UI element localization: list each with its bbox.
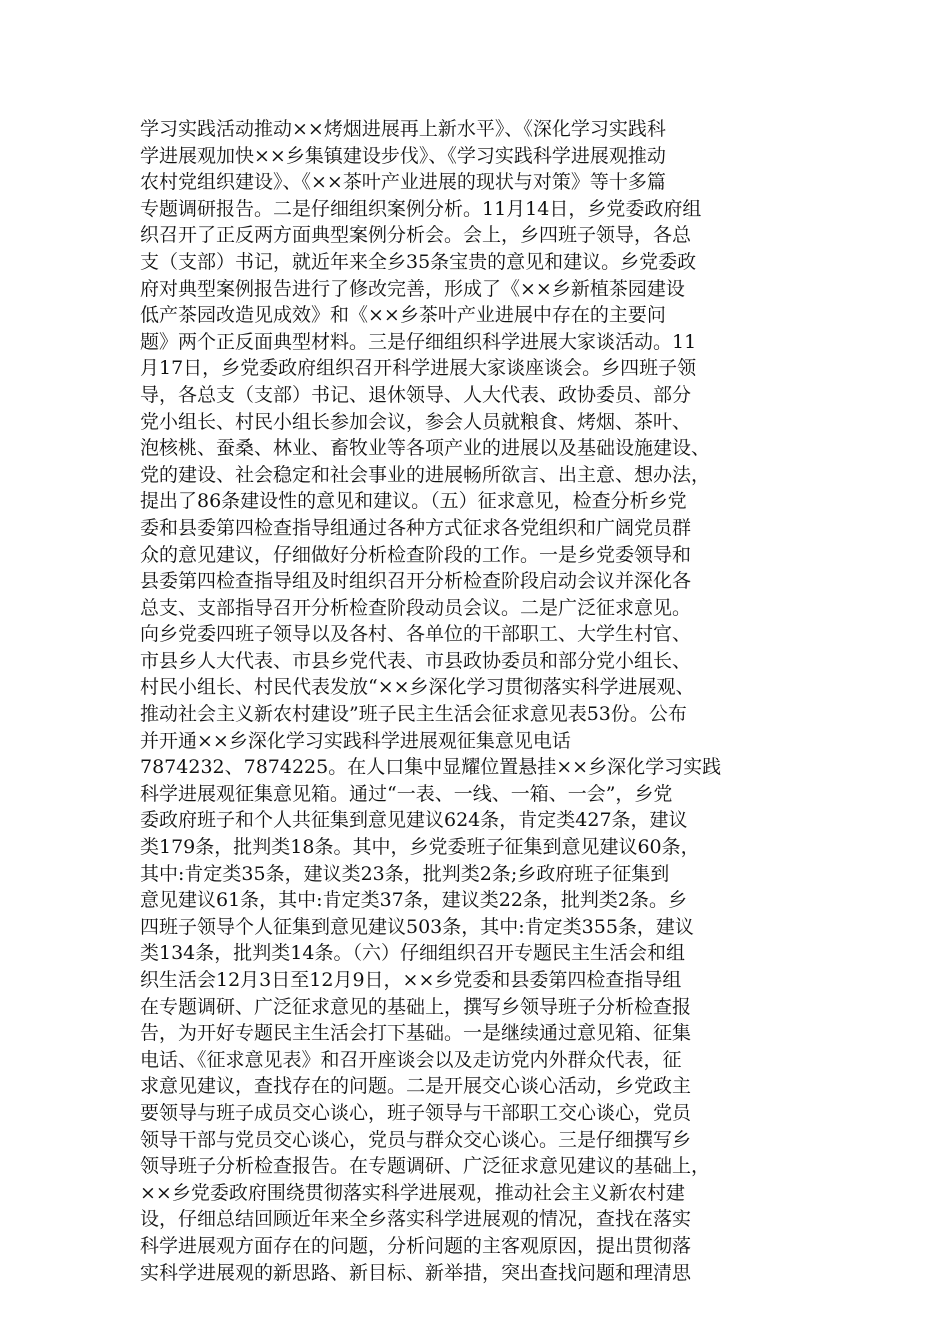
text-line: 电话、《征求意见表》和召开座谈会以及走访党内外群众代表，征 <box>140 1048 682 1071</box>
text-line: 农村党组织建设》、《××茶叶产业进展的现状与对策》等十多篇 <box>140 171 666 194</box>
text-line: 要领导与班子成员交心谈心，班子领导与干部职工交心谈心，党员 <box>140 1101 692 1124</box>
text-line: 其中:肯定类35条，建议类23条，批判类2条;乡政府班子征集到 <box>140 862 670 885</box>
text-line: 支（支部）书记，就近年来全乡35条宝贵的意见和建议。乡党委政 <box>140 250 697 273</box>
text-line: 四班子领导个人征集到意见建议503条，其中:肯定类355条，建议 <box>140 915 694 938</box>
text-line: 村民小组长、村民代表发放“××乡深化学习贯彻落实科学进展观、 <box>140 676 695 699</box>
text-line: 题》两个正反面典型材料。三是仔细组织科学进展大家谈活动。11 <box>140 330 697 353</box>
text-line: 众的意见建议，仔细做好分析检查阶段的工作。一是乡党委领导和 <box>140 543 692 566</box>
text-line: 设，仔细总结回顾近年来全乡落实科学进展观的情况，查找在落实 <box>140 1208 692 1231</box>
text-line: 求意见建议，查找存在的问题。二是开展交心谈心活动，乡党政主 <box>140 1075 692 1098</box>
text-line: 低产茶园改造见成效》和《××乡茶叶产业进展中存在的主要问 <box>140 304 666 327</box>
text-line: 县委第四检查指导组及时组织召开分析检查阶段启动会议并深化各 <box>140 570 692 593</box>
text-line: 党小组长、村民小组长参加会议，参会人员就粮食、烤烟、茶叶、 <box>140 410 692 433</box>
text-line: 在专题调研、广泛征求意见的基础上，撰写乡领导班子分析检查报 <box>140 995 692 1018</box>
text-line: 泡核桃、蚕桑、林业、畜牧业等各项产业的进展以及基础设施建设、 <box>140 437 711 460</box>
text-line: 类134条，批判类14条。（六）仔细组织召开专题民主生活会和组 <box>140 942 685 965</box>
body-text <box>140 116 820 1286</box>
text-line: 织召开了正反两方面典型案例分析会。会上，乡四班子领导，各总 <box>140 224 692 247</box>
text-line: 学习实践活动推动××烤烟进展再上新水平》、《深化学习实践科 <box>140 118 666 140</box>
text-line: 总支、支部指导召开分析检查阶段动员会议。二是广泛征求意见。 <box>140 596 692 619</box>
text-line: ××乡党委政府围绕贯彻落实科学进展观，推动社会主义新农村建 <box>140 1181 685 1204</box>
text-line: 向乡党委四班子领导以及各村、各单位的干部职工、大学生村官、 <box>140 623 692 646</box>
text-line: 府对典型案例报告进行了修改完善，形成了《××乡新植茶园建设 <box>140 277 685 300</box>
text-line: 科学进展观方面存在的问题，分析问题的主客观原因，提出贯彻落 <box>140 1234 692 1257</box>
text-line: 专题调研报告。二是仔细组织案例分析。11月14日，乡党委政府组 <box>140 197 702 220</box>
text-line: 学进展观加快××乡集镇建设步伐》、《学习实践科学进展观推动 <box>140 144 666 167</box>
text-line: 实科学进展观的新思路、新目标、新举措，突出查找问题和理清思 <box>140 1261 692 1284</box>
text-line: 月17日，乡党委政府组织召开科学进展大家谈座谈会。乡四班子领 <box>140 357 697 380</box>
text-line: 领导干部与党员交心谈心，党员与群众交心谈心。三是仔细撰写乡 <box>140 1128 692 1151</box>
text-line: 告，为开好专题民主生活会打下基础。一是继续通过意见箱、征集 <box>140 1022 692 1045</box>
text-line: 科学进展观征集意见箱。通过“一表、一线、一箱、一会”，乡党 <box>140 782 673 805</box>
text-line: 导，各总支（支部）书记、退休领导、人大代表、政协委员、部分 <box>140 383 692 406</box>
text-line: 织生活会12月3日至12月9日，××乡党委和县委第四检查指导组 <box>140 969 682 991</box>
text-line: 党的建设、社会稳定和社会事业的进展畅所欲言、出主意、想办法， <box>140 463 711 486</box>
text-line: 领导班子分析检查报告。在专题调研、广泛征求意见建议的基础上， <box>140 1155 711 1178</box>
text-line: 意见建议61条，其中:肯定类37条，建议类22条，批判类2条。乡 <box>140 889 688 912</box>
text-line: 并开通××乡深化学习实践科学进展观征集意见电话 <box>140 729 571 752</box>
text-line: 类179条，批判类18条。其中，乡党委班子征集到意见建议60条， <box>140 836 700 859</box>
text-line: 委政府班子和个人共征集到意见建议624条，肯定类427条，建议 <box>140 809 688 832</box>
text-line: 推动社会主义新农村建设”班子民主生活会征求意见表53份。公布 <box>140 703 687 726</box>
text-line: 委和县委第四检查指导组通过各种方式征求各党组织和广阔党员群 <box>140 516 692 539</box>
text-line: 市县乡人大代表、市县乡党代表、市县政协委员和部分党小组长、 <box>140 649 692 672</box>
text-line: 提出了86条建设性的意见和建议。（五）征求意见，检查分析乡党 <box>140 490 687 513</box>
text-line: 7874232、7874225。在人口集中显耀位置悬挂××乡深化学习实践 <box>140 756 722 779</box>
